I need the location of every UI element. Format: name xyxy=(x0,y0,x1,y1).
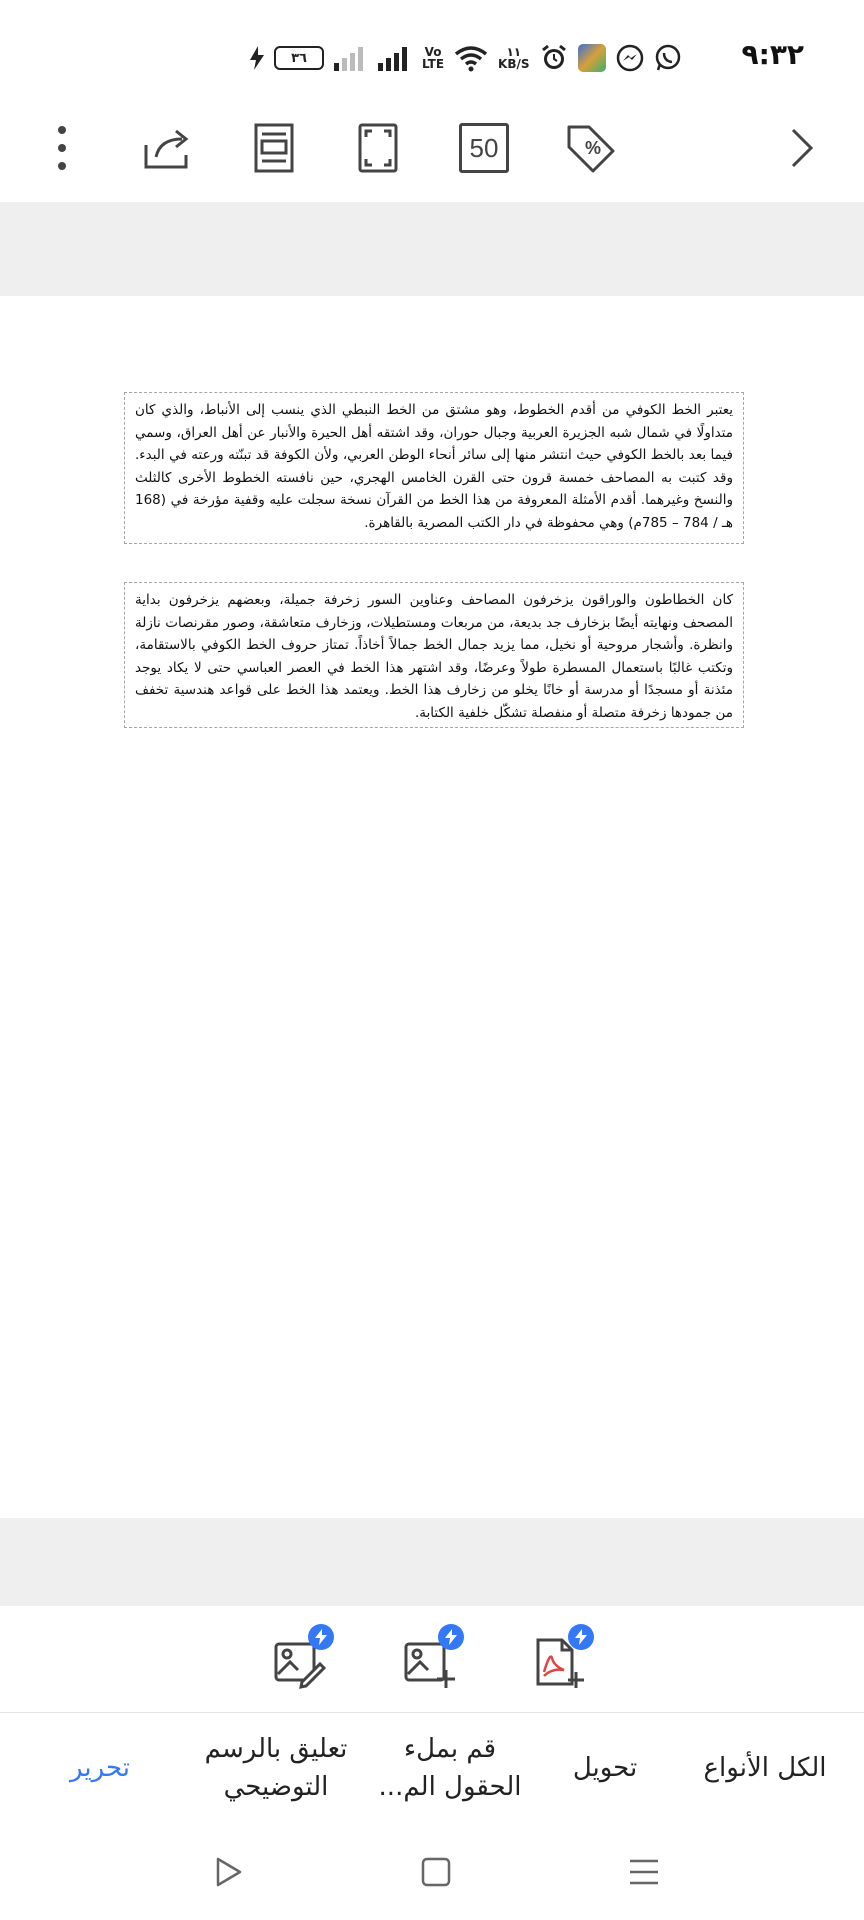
tab-edit-label: تحرير xyxy=(70,1753,130,1783)
edit-image-icon[interactable] xyxy=(268,1632,328,1692)
menu-icon[interactable] xyxy=(620,1848,668,1896)
share-icon[interactable] xyxy=(138,118,198,178)
messenger-icon xyxy=(616,44,644,72)
tab-convert-label: تحويل xyxy=(572,1753,638,1783)
status-icons xyxy=(250,40,682,76)
tab-edit[interactable] xyxy=(40,1713,160,1823)
bottom-tabs xyxy=(0,1712,864,1823)
volte-icon: Vo LTE xyxy=(422,45,445,71)
paragraph-2: كان الخطاطون والوراقون يزخرفون المصاحف وعناوين السور زخرفة جميلة، وبعضهم يزخرفون بداية المصحف ونهايته أيضًا بزخارف جد بديعة، من مربعات ومستطيلات، وزخارف متعاشقة، وصور مقرنصات نازلة وانظرة. وأشجار مروحية أو نخيل، مما يزيد جمال الخط جمالاً أخاذاً. تمتاز حروف الخط الكوفي بالاستقامة، وتكتب غالبًا باستعمال المسطرة طولاً وعرضًا، وقد اشتهر هذا الخط في العصر العباسي حتى لا يكاد يوجد مئذنة أو مسجدًا أو مدرسة أو خانًا يخلو من زخارف هذا الخط. ويعتمد هذا الخط على قواعد هندسية تخفف من جمودها زخرفة متصلة أو منفصلة تشكّل خلفية الكتابة. xyxy=(135,592,733,721)
home-square-icon[interactable] xyxy=(412,1848,460,1896)
page-count-icon[interactable] xyxy=(454,118,514,178)
signal-weak-icon xyxy=(334,45,368,71)
paragraph-1: يعتبر الخط الكوفي من أقدم الخطوط، وهو مشتق من الخط النبطي الذي ينسب إلى الأنباط، والذي كان متداولًا في شمال شبه الجزيرة العربية وجبال حوران، وقد اشتقه أهل الحيرة والأنبار عن أهل العراق، وسمي فيما بعد بالخط الكوفي حيث انتشر منها إلى سائر أنحاء الوطن العربي، ولأن الكوفة قد تبنّته ورعته في البدء. وقد كتبت به المصاحف خمسة قرون حتى القرن الخامس الهجري، حين نافسته الخطوط الأخرى كالثلث والنسخ وغيرهما. أقدم الأمثلة المعروفة من هذا الخط من القرآن نسخة سجلت عليه وقفية مؤرخة في (168 هـ / 784 – 785م) وهي محفوظة في دار الكتب المصرية بالقاهرة. xyxy=(135,402,733,531)
tab-all-types[interactable] xyxy=(690,1713,840,1823)
text-block-1[interactable] xyxy=(124,392,744,544)
tab-convert[interactable] xyxy=(540,1713,670,1823)
chevron-right-icon[interactable] xyxy=(772,118,832,178)
lightning-icon xyxy=(308,1624,334,1650)
svg-text:%: % xyxy=(585,138,602,158)
network-speed: ١١ KB/S xyxy=(498,45,530,71)
discount-tag-icon[interactable] xyxy=(560,118,620,178)
page-gap-bottom xyxy=(0,1518,864,1606)
system-nav-bar xyxy=(0,1822,864,1920)
tab-fill-fields-label: قم بملء الحقول الم... xyxy=(378,1734,522,1802)
app-thumbnail-icon xyxy=(578,44,606,72)
page-count-label: 50 xyxy=(459,123,509,173)
reading-mode-icon[interactable] xyxy=(244,118,304,178)
charging-icon xyxy=(250,46,264,70)
status-bar xyxy=(0,0,864,100)
signal-strong-icon xyxy=(378,45,412,71)
lightning-icon xyxy=(438,1624,464,1650)
document-toolbar xyxy=(0,100,864,203)
status-time: ٩:٣٢ xyxy=(741,38,804,71)
add-image-icon[interactable] xyxy=(398,1632,458,1692)
text-block-2[interactable] xyxy=(124,582,744,728)
more-vertical-icon[interactable] xyxy=(32,118,92,178)
back-triangle-icon[interactable] xyxy=(204,1848,252,1896)
document-page xyxy=(0,296,864,1518)
tab-annotate-label: تعليق بالرسم التوضيحي xyxy=(204,1734,348,1802)
battery-icon: ٣٦ xyxy=(274,46,324,70)
tab-all-types-label: الكل الأنواع xyxy=(703,1753,827,1783)
fullscreen-icon[interactable] xyxy=(348,118,408,178)
whatsapp-icon xyxy=(654,44,682,72)
wifi-icon xyxy=(454,44,488,72)
tab-fill-fields[interactable] xyxy=(370,1713,530,1823)
alarm-icon xyxy=(540,44,568,72)
page-gap-top xyxy=(0,202,864,296)
quick-tools xyxy=(0,1606,864,1711)
tab-annotate[interactable] xyxy=(196,1713,356,1823)
add-pdf-icon[interactable] xyxy=(528,1632,588,1692)
lightning-icon xyxy=(568,1624,594,1650)
